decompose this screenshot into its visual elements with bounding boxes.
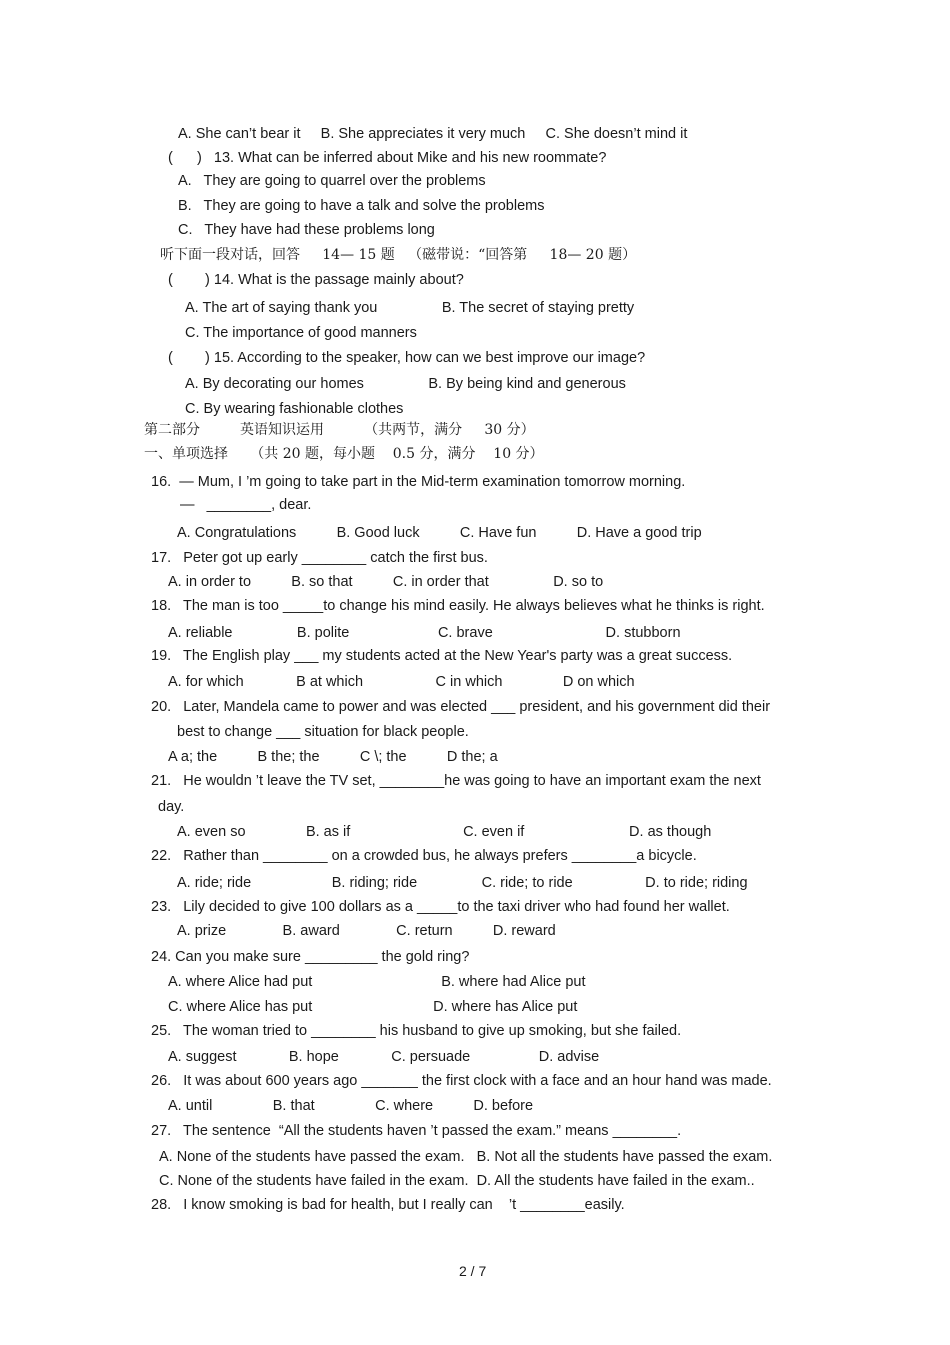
q18-options: A. reliable B. polite C. brave D. stubborn (168, 625, 681, 641)
q14-option-c: C. The importance of good manners (185, 325, 417, 341)
q18-question: 18. The man is too _____to change his mind easily. He always believes what he thinks is right. (151, 598, 765, 614)
q19-question: 19. The English play ___ my students acted at the New Year's party was a great success. (151, 648, 733, 664)
q22-question: 22. Rather than ________ on a crowded bus, he always prefers ________a bicycle. (151, 848, 697, 864)
q25-question: 25. The woman tried to ________ his husband to give up smoking, but she failed. (151, 1023, 682, 1039)
q24-question: 24. Can you make sure _________ the gold ring? (151, 949, 470, 965)
q28-question: 28. I know smoking is bad for health, but I really can ’t ________easily. (151, 1197, 625, 1213)
q15-question: ( ) 15. According to the speaker, how can we best improve our image? (168, 350, 646, 366)
q17-options: A. in order to B. so that C. in order that D. so to (168, 574, 604, 590)
q21-options: A. even so B. as if C. even if D. as though (177, 824, 712, 840)
q27-options-cd: C. None of the students have failed in the exam. D. All the students have failed in the exam.. (159, 1173, 755, 1189)
q22-options: A. ride; ride B. riding; ride C. ride; to ride D. to ride; riding (177, 875, 748, 891)
q21-question: 21. He wouldn ’t leave the TV set, ________he was going to have an important exam the next (151, 773, 761, 789)
q19-options: A. for which B at which C in which D on which (168, 674, 635, 690)
q26-question: 26. It was about 600 years ago _______ the first clock with a face and an hour hand was made. (151, 1073, 772, 1089)
q25-options: A. suggest B. hope C. persuade D. advise (168, 1049, 600, 1065)
q13-option-c: C. They have had these problems long (178, 222, 435, 238)
q16-options: A. Congratulations B. Good luck C. Have fun D. Have a good trip (177, 525, 702, 541)
q24-options-ab: A. where Alice had put B. where had Alice put (168, 974, 586, 990)
q23-question: 23. Lily decided to give 100 dollars as a _____to the taxi driver who had found her wallet. (151, 899, 730, 915)
page-number: 2 / 7 (459, 1263, 487, 1279)
q16-reply: — ________, dear. (180, 497, 312, 513)
q13-option-b: B. They are going to have a talk and solve the problems (178, 198, 545, 214)
q13-question: ( ) 13. What can be inferred about Mike and his new roommate? (168, 150, 607, 166)
q20-options: A a; the B the; the C \; the D the; a (168, 749, 498, 765)
q27-question: 27. The sentence “All the students haven ’t passed the exam.” means ________. (151, 1123, 682, 1139)
q27-options-ab: A. None of the students have passed the exam. B. Not all the students have passed the exam. (159, 1149, 773, 1165)
q21-question-cont: day. (158, 799, 185, 815)
q15-option-c: C. By wearing fashionable clothes (185, 401, 404, 417)
listening-instruction: 听下面一段对话，回答 14— 15 题 （磁带说：“回答第 18— 20 题） (160, 247, 637, 263)
q14-question: ( ) 14. What is the passage mainly about? (168, 272, 464, 288)
q20-question: 20. Later, Mandela came to power and was elected ___ president, and his government did their (151, 699, 771, 715)
q15-options-ab: A. By decorating our homes B. By being kind and generous (185, 376, 626, 392)
q12-options: A. She can’t bear it B. She appreciates it very much C. She doesn’t mind it (178, 126, 688, 142)
q23-options: A. prize B. award C. return D. reward (177, 923, 556, 939)
q17-question: 17. Peter got up early ________ catch the first bus. (151, 550, 488, 566)
q13-option-a: A. They are going to quarrel over the problems (178, 173, 486, 189)
q14-options-ab: A. The art of saying thank you B. The secret of staying pretty (185, 300, 635, 316)
q24-options-cd: C. where Alice has put D. where has Alice put (168, 999, 578, 1015)
section-one-heading: 一、单项选择 （共 20 题，每小题 0.5 分，满分 10 分） (144, 446, 544, 462)
part-two-heading: 第二部分 英语知识运用 （共两节，满分 30 分） (144, 422, 535, 438)
q16-question: 16. — Mum, I ’m going to take part in the Mid-term examination tomorrow morning. (151, 474, 686, 490)
q20-question-cont: best to change ___ situation for black people. (177, 724, 469, 740)
q26-options: A. until B. that C. where D. before (168, 1098, 534, 1114)
